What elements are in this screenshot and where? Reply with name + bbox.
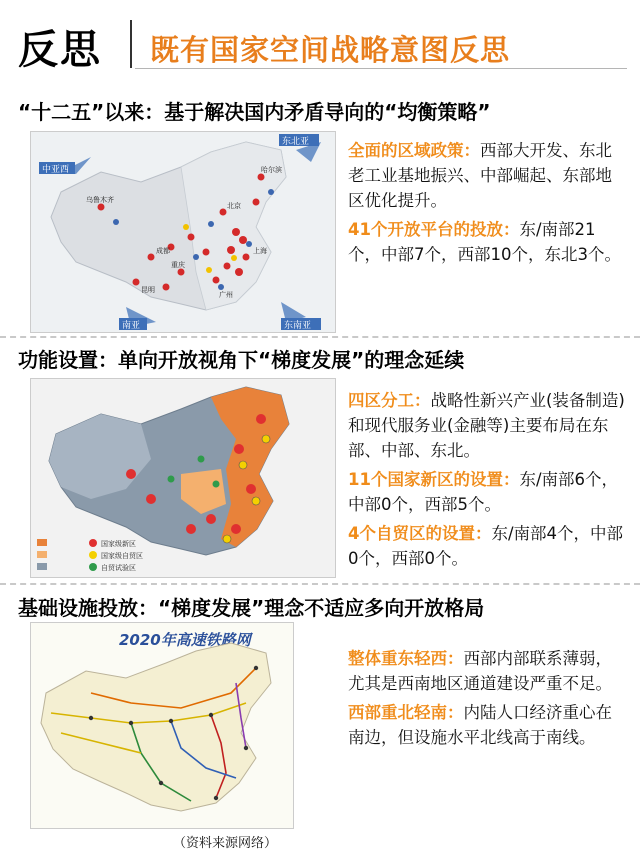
regional-policy-map-graphic [31,132,335,332]
regional-policy-map [30,131,336,333]
paragraph [348,521,626,571]
legend-pilot-zone: 自贸试验区 [101,564,136,572]
header-divider [130,20,132,68]
functional-zone-map [30,378,336,578]
section-1-text [348,138,626,271]
map-place: 上海 [253,247,267,255]
header-underline [135,68,627,69]
map-place: 北京 [227,202,241,210]
section-divider [0,336,640,338]
highlight-text: 西部重北轻南： [348,703,464,722]
legend-free-trade-zone: 国家级自贸区 [101,552,143,560]
section-3-title: 基础设施投放：“梯度发展”理念不适应多向开放格局 [18,596,485,620]
body-text: 东/南部21个，中部7个，西部10个，东北3个。 [348,220,621,264]
highlight-text: 全面的区域政策： [348,141,480,160]
map-place: 广州 [219,291,233,299]
source-note: （资料来源网络） [173,836,278,851]
page-title: 反思 [18,27,102,73]
map-label-south-asia: 南亚 [122,321,141,331]
highlight-text: 4个自贸区的设置： [348,524,492,543]
section-3-text [348,646,626,754]
paragraph [348,646,626,696]
body-text: 东/南部4个，中部0个，西部0个。 [348,524,624,568]
page-subtitle: 既有国家空间战略意图反思 [150,33,511,67]
section-divider [0,583,640,585]
railway-network-map [30,622,294,829]
railway-network-map-graphic [31,623,293,828]
paragraph [348,388,626,463]
railway-map-title: 2020年高速铁路网 [119,631,251,649]
map-label-central-asia: 中亚西 [42,165,70,175]
highlight-text: 11个国家新区的设置： [348,470,520,489]
paragraph [348,467,626,517]
map-place: 哈尔滨 [261,166,282,174]
body-text: 内陆人口经济重心在南边，但设施水平北线高于南线。 [348,703,612,747]
body-text: 东/南部6个，中部0个，西部5个。 [348,470,619,514]
highlight-text: 41个开放平台的投放： [348,220,520,239]
map-place: 昆明 [141,286,155,294]
paragraph [348,217,626,267]
body-text: 战略性新兴产业(装备制造)和现代服务业(金融等)主要布局在东部、中部、东北。 [348,391,625,460]
section-2-title: 功能设置：单向开放视角下“梯度发展”的理念延续 [18,348,465,372]
map-place: 成都 [156,247,170,255]
legend-new-area: 国家级新区 [101,540,136,548]
highlight-text: 整体重东轻西： [348,649,464,668]
map-place: 重庆 [171,261,185,269]
map-label-northeast-asia: 东北亚 [282,137,310,147]
body-text: 西部大开发、东北老工业基地振兴、中部崛起、东部地区优化提升。 [348,141,612,210]
section-1-title: “十二五”以来：基于解决国内矛盾导向的“均衡策略” [18,100,491,124]
map-label-southeast-asia: 东南亚 [284,321,312,331]
paragraph [348,700,626,750]
paragraph [348,138,626,213]
highlight-text: 四区分工： [348,391,431,410]
functional-zone-map-graphic [31,379,335,577]
map-place: 乌鲁木齐 [86,196,114,204]
section-2-text [348,388,626,575]
body-text: 西部内部联系薄弱，尤其是西南地区通道建设严重不足。 [348,649,612,693]
